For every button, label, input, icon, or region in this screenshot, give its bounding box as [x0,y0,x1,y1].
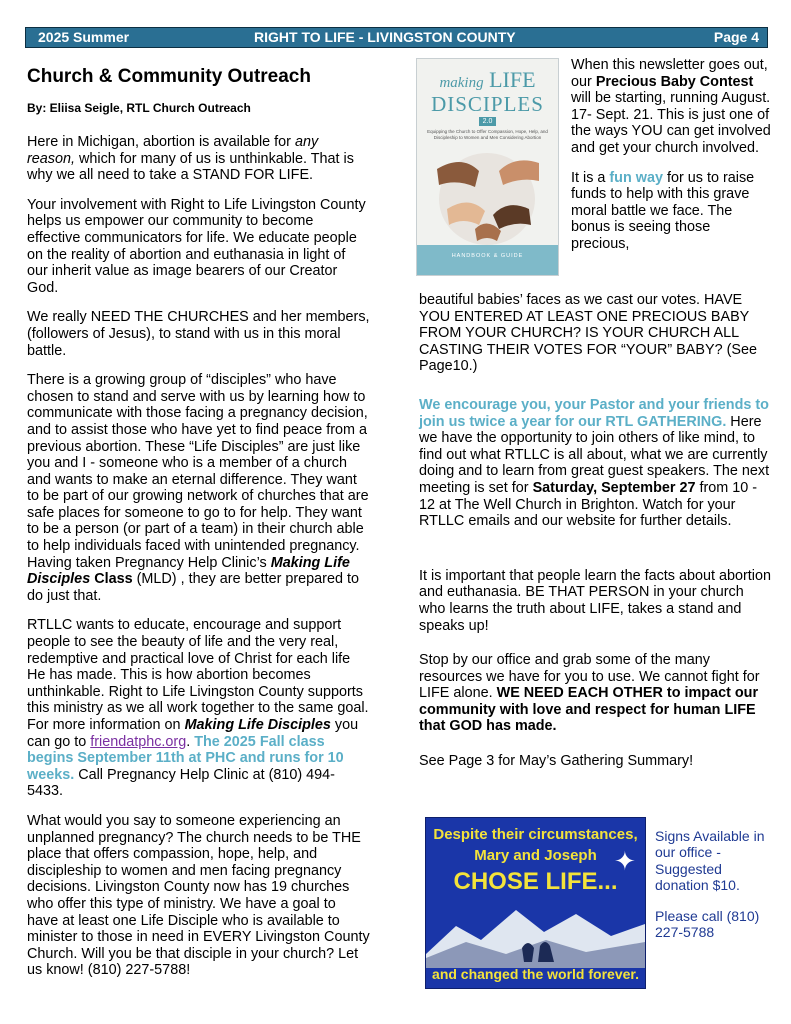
article-title: Church & Community Outreach [27,66,311,87]
page-number: Page 4 [713,29,759,45]
paragraph-3: We really NEED THE CHURCHES and her members, (followers of Jesus), to stand with us in this moral battle. [27,309,370,359]
paragraph-2: Your involvement with Right to Life Livingston County helps us empower our community to become effective communicators for life. We educate people on the reality of abortion and euthanasia in light of our inherit value as image bearers of our Creator God. [27,196,366,296]
gathering-paragraph: We encourage you, your Pastor and your friends to join us twice a year for our RTL GATHERING. Here we have the opportunity to join others of like mind, to find out what RTLLC is all about, what we are currently doing and to learn from great guest speakers. The next meeting is set for Saturday, September 27 from 10 - 12 at The Well Church in Brighton. Watch for your RTLLC emails and our website for further details. [419,396,770,530]
paragraph-1: Here in Michigan, abortion is available for any reason, which for many of us is unthinkable. That is why we all need to take a STAND FOR LIFE. [27,134,354,184]
mountain-illustration [426,896,645,968]
sign-line-2: Mary and Joseph [474,847,597,864]
facts-paragraph: It is important that people learn the facts about abortion and euthanasia. BE THAT PERSON in your church who learns the truth about LIFE, takes a stand and speaks up! [419,567,771,634]
resources-paragraph: Stop by our office and grab some of the many resources we have for you to use. We cannot fight for LIFE alone. WE NEED EACH OTHER to impact our community with love and respect for human LIFE that GOD has made. [419,652,760,735]
book-handbook-label: HANDBOOK & GUIDE [451,253,524,259]
making-life-disciples-book-cover [416,58,559,276]
fun-way-paragraph: It is a fun way for us to raise funds to help with this grave moral battle we face. The bonus is seeing those precious, [571,169,755,252]
book-edition-badge: 2.0 [479,117,496,126]
book-footer-band [417,245,558,275]
signs-available-text: Signs Available in our office - Suggested donation $10. [655,828,765,894]
summary-note: See Page 3 for May’s Gathering Summary! [419,753,694,770]
chose-life-sign-image [425,817,646,989]
sign-line-3: CHOSE LIFE... [453,868,618,895]
book-title-line2: DISCIPLES [431,92,544,116]
friendatphc-link[interactable]: friendatphc.org [90,733,187,750]
org-title: RIGHT TO LIFE - LIVINGSTON COUNTY [254,29,516,45]
paragraph-5: RTLLC wants to educate, encourage and support people to see the beauty of life and the very real, redemptive and practical love of Christ for each life He has made. This is how abortion becomes unthinkable. Right to Life Livingston County supports this ministry as we all work together to the same goal. For more information on Making Life Disciples you can go to friendatphc.org. The 2025 Fall class begins September 11th at PHC and runs for 10 weeks. Call Pregnancy Help Clinic at (810) 494-5433. [27,617,369,800]
book-title-line1: making LIFE [439,67,536,92]
right-top-column [571,57,771,266]
sign-line-4: and changed the world forever. [432,966,639,982]
signs-available-note [655,828,770,954]
sign-line-1: Despite their circumstances, [433,826,638,843]
paragraph-6: What would you say to someone experiencing an unplanned pregnancy? The church needs to be THE place that offers compassion, hope, help, and discipleship to women and men facing pregnancy decisions. Livingston County now has 19 churches who offer this type of ministry. We have a goal to have at least one Life Disciple who is available to minister to those in need in EVERY Livingston County Church. Will you be that disciple in your church? Let us know! (810) 227-5788! [27,812,370,979]
page-header [25,27,768,48]
issue-label: 2025 Summer [38,29,130,45]
paragraph-4: There is a growing group of “disciples” who have chosen to stand and serve with us by learning how to communicate with those facing a pregnancy decision, and to assist those who have yet to find peace from a previous abortion. These “Life Disciples” are just like you and I - someone who is a member of a church and wants to make an eternal difference. They want to be part of our growing network of churches that are safe places for someone to go to for help. They want to be a person (or part of a team) in their church able to help individuals faced with unintended pregnancy. Having taken Pregnancy Help Clinic’s Making Life Disciples Class (MLD) , they are better prepared to do just that. [27,372,369,604]
book-subtitle: Equipping the Church to Offer Compassion, Hope, Help, and Discipleship to Women and Men Considering Abortion [427,129,548,140]
article-byline: By: Eliisa Seigle, RTL Church Outreach [27,101,251,115]
please-call-text: Please call (810) 227-5788 [655,907,760,941]
right-column [419,292,772,783]
star-icon: ✦ [614,846,636,876]
left-column [27,66,370,992]
babies-paragraph: beautiful babies’ faces as we cast our votes. HAVE YOU ENTERED AT LEAST ONE PRECIOUS BABY FROM YOUR CHURCH? IS YOUR CHURCH ALL CASTING THEIR VOTES FOR “YOUR” BABY? (See Page10.) [419,292,757,375]
hands-illustration [417,59,558,275]
contest-paragraph: When this newsletter goes out, our Precious Baby Contest will be starting, running August. 17- Sept. 21. This is just one of the ways YOU can get involved and get your church involved. [571,57,771,156]
